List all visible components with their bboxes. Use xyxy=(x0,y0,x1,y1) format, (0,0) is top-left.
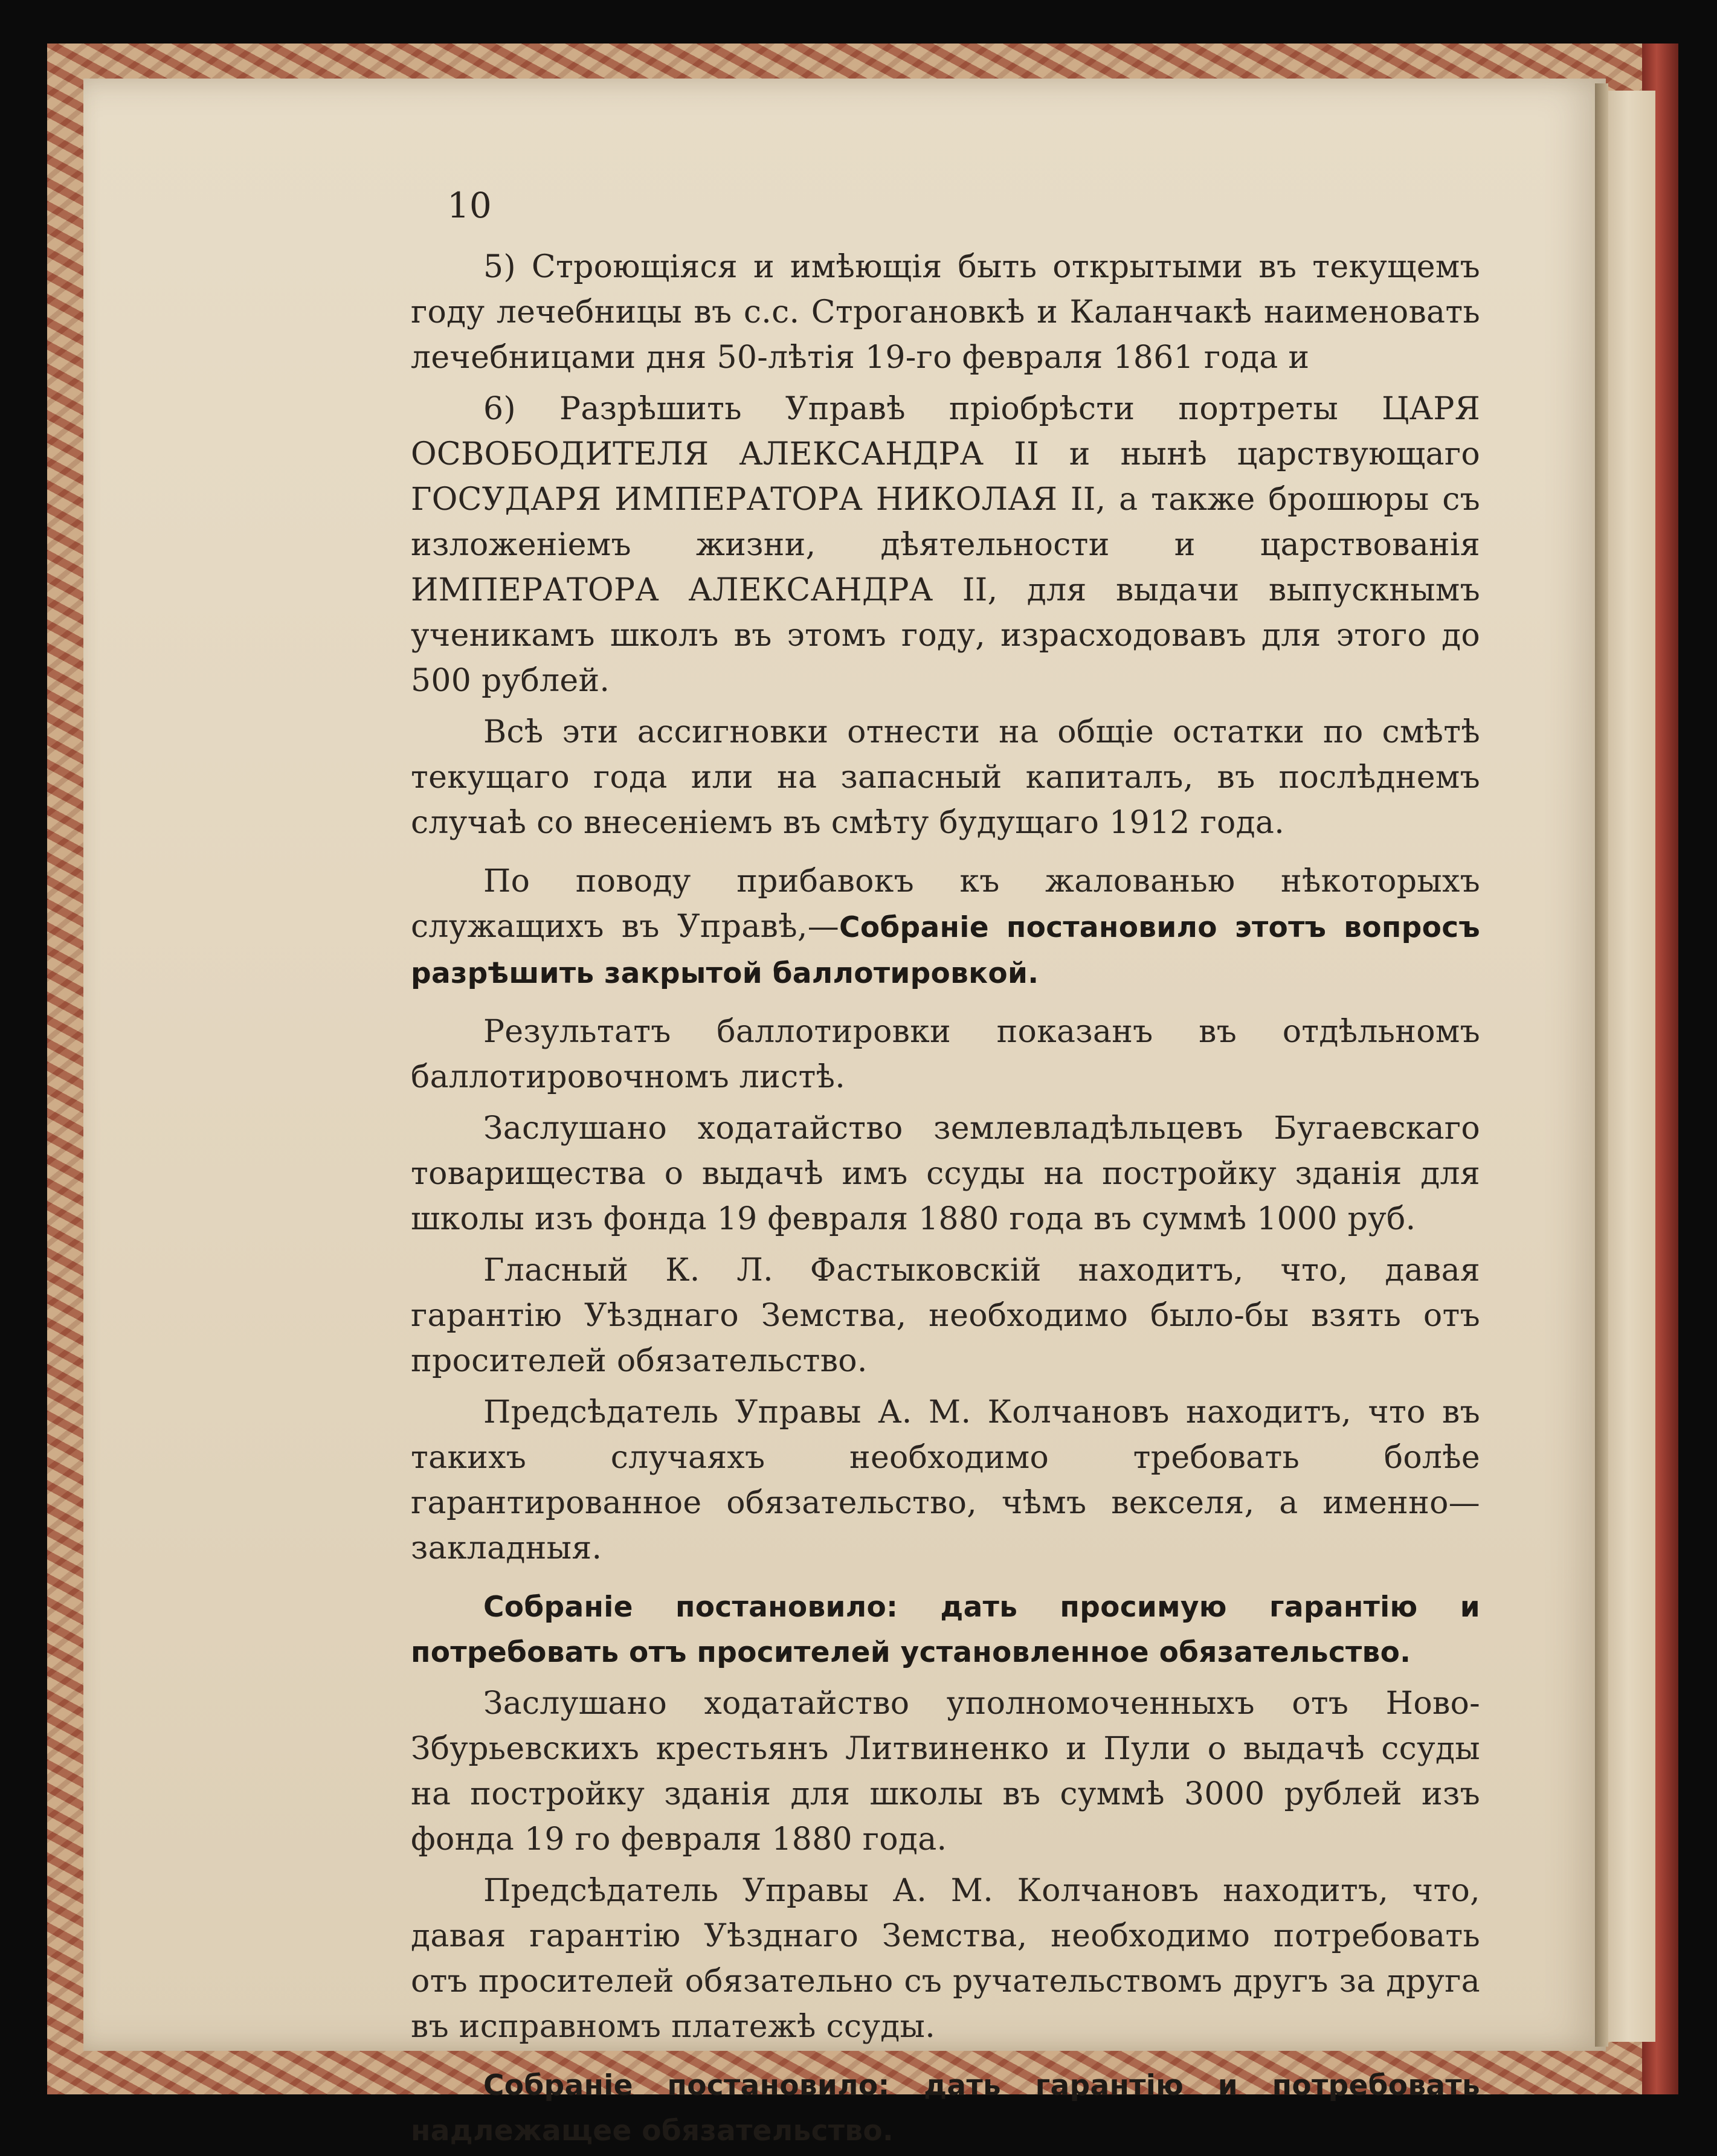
paragraph-fastykovsky: Гласный К. Л. Фастыковскій находитъ, что, давая гарантію Уѣзднаго Земства, необходимо было-бы взять отъ просителей обязательство. xyxy=(411,1252,1480,1379)
facing-page-edge xyxy=(1601,91,1655,2042)
paragraph-ballot-result: Результатъ баллотировки показанъ въ отдѣльномъ баллотировочномъ листѣ. xyxy=(411,1014,1480,1095)
salary-raises-text: По поводу прибавокъ къ жалованью нѣкоторыхъ служащихъ въ Управѣ,— xyxy=(411,863,1480,945)
paragraph-kolchanov-2: Предсѣдатель Управы А. М. Колчановъ находитъ, что, давая гарантію Уѣзднаго Земства, необходимо потребовать отъ просителей обязательно съ ручательствомъ другъ за друга въ исправномъ платежѣ ссуды. xyxy=(411,1873,1480,2045)
paragraph-novo-zburievka-petition: Заслушано ходатайство уполномоченныхъ отъ Ново-Збурьевскихъ крестьянъ Литвиненко и Пули о выдачѣ ссуды на постройку зданія для школы въ суммѣ 3000 рублей изъ фонда 19 го февраля 1880 года. xyxy=(411,1685,1480,1858)
paragraph-item-6: 6) Разрѣшить Управѣ пріобрѣсти портреты ЦАРЯ ОСВОБОДИТЕЛЯ АЛЕКСАНДРА II и нынѣ царствующаго ГОСУДАРЯ ИМПЕРАТОРА НИКОЛАЯ II, а также брошюры съ изложеніемъ жизни, дѣятельности и царствованія ИМПЕРАТОРА АЛЕКСАНДРА II, для выдачи выпускнымъ ученикамъ школъ въ этомъ году, израсходовавъ для этого до 500 рублей. xyxy=(411,391,1480,699)
paragraph-salary-raises xyxy=(411,859,1480,996)
paragraph-item-5: 5) Строющіяся и имѣющія быть открытыми въ текущемъ году лечебницы въ с.с. Строгановкѣ и Каланчакѣ наименовать лечебницами дня 50-лѣтія 19-го февраля 1861 года и xyxy=(411,249,1480,376)
paragraph-bugaevka-petition: Заслушано ходатайство землевладѣльцевъ Бугаевскаго товарищества о выдачѣ имъ ссуды на постройку зданія для школы изъ фонда 19 февраля 1880 года въ суммѣ 1000 руб. xyxy=(411,1110,1480,1237)
resolution-1: Собраніе постановило: дать просимую гарантію и потребовать отъ просителей установленное обязательство. xyxy=(411,1591,1480,1669)
page-edge-shadow xyxy=(1595,83,1608,2047)
salary-raises-resolution: Собраніе постановило этотъ вопросъ разрѣшить закрытой баллотировкой. xyxy=(411,911,1480,990)
page-text xyxy=(411,245,1480,2154)
paragraph-allocations: Всѣ эти ассигновки отнести на общіе остатки по смѣтѣ текущаго года или на запасный капиталъ, въ послѣднемъ случаѣ со внесеніемъ въ смѣту будущаго 1912 года. xyxy=(411,714,1480,841)
resolution-2: Собраніе постановило: дать гарантію и потребовать надлежащее обязательство. xyxy=(411,2069,1480,2148)
page-number: 10 xyxy=(447,185,492,226)
paragraph-kolchanov-1: Предсѣдатель Управы А. М. Колчановъ находитъ, что въ такихъ случаяхъ необходимо требовать болѣе гарантированное обязательство, чѣмъ векселя, а именно—закладныя. xyxy=(411,1394,1480,1566)
